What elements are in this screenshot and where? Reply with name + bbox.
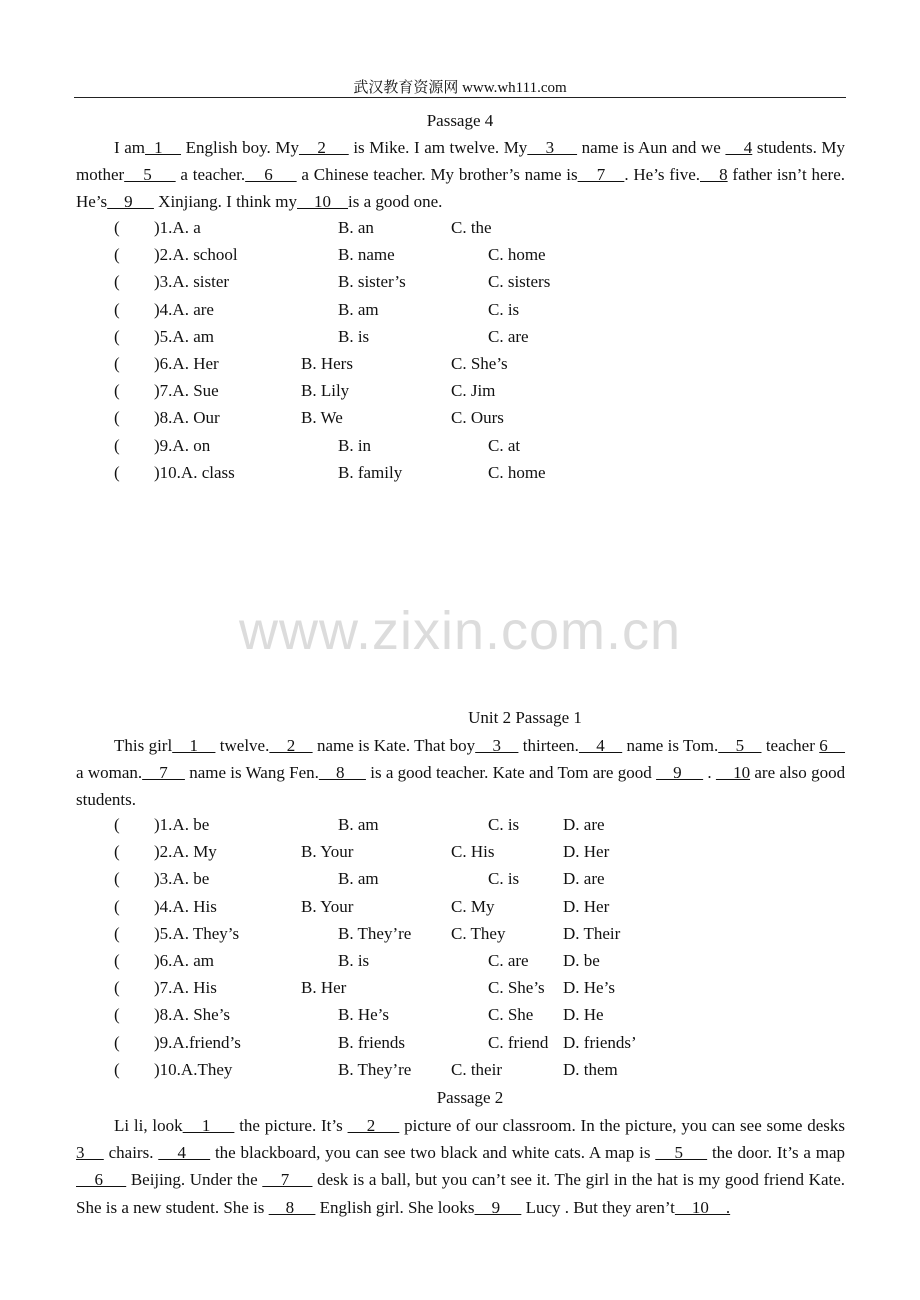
option-b: B. Hers: [301, 354, 353, 373]
answer-blank: 9: [474, 1197, 522, 1217]
passage-segment: . He’s five.: [624, 165, 700, 185]
option-a: )2.A. My: [154, 842, 217, 862]
passage-segment: a Chinese teacher. My brother’s name is: [296, 165, 578, 185]
option-d: D. Their: [563, 923, 621, 943]
answer-blank: 5: [124, 165, 176, 185]
passage-segment: I am: [114, 138, 146, 157]
option-d: D. are: [563, 869, 605, 889]
option-c: C. She’s: [451, 354, 508, 373]
option-b: B. Lily: [301, 381, 350, 401]
passage-segment: the blackboard, you can see two black and white cats. A map is: [210, 1143, 656, 1163]
option-a: )8.A. She’s: [154, 1005, 231, 1025]
option-b: B. Your: [301, 896, 354, 916]
passage-segment: English girl. She looks: [315, 1197, 475, 1217]
option-b: B. family: [338, 462, 403, 482]
option-a: )5.A. They’s: [154, 923, 240, 943]
option-a: )10.A.They: [154, 1059, 233, 1079]
answer-blank: 8: [700, 165, 728, 185]
header-rule: [74, 97, 846, 98]
passage-text: [76, 732, 845, 814]
option-c: C. Ours: [451, 408, 504, 428]
paren: (: [114, 381, 120, 401]
option-c: C. the: [451, 218, 492, 237]
answer-blank: 5: [718, 736, 762, 755]
passage-segment: father isn’t here. He’s: [76, 165, 846, 212]
answer-blank: 3: [527, 138, 578, 157]
passage-segment: Beijing. Under the: [126, 1170, 263, 1190]
option-b: B. They’re: [338, 1059, 412, 1079]
option-c: C. Jim: [451, 381, 496, 401]
passage-segment: students. My mother: [76, 138, 846, 185]
option-c: C. is: [488, 299, 520, 319]
answer-blank: 8: [318, 763, 366, 783]
paren: (: [114, 869, 120, 889]
paren: (: [114, 272, 120, 292]
option-b: B. am: [338, 299, 379, 319]
section-title: Unit 2 Passage 1: [468, 708, 582, 727]
option-d: D. Her: [563, 896, 610, 916]
option-c: C. is: [488, 815, 520, 834]
paren: (: [114, 408, 120, 428]
answer-blank: 9: [656, 763, 704, 783]
option-a: )2.A. school: [154, 245, 238, 265]
option-b: B. They’re: [338, 923, 412, 943]
passage-segment: a woman.: [76, 763, 143, 783]
passage-segment: picture of our classroom. In the picture, you can see some desks: [399, 1116, 846, 1135]
answer-blank: 7: [262, 1170, 313, 1190]
page-header: 武汉教育资源网 www.wh111.com: [353, 80, 567, 96]
passage-segment: teacher: [761, 736, 820, 755]
option-b: B. Her: [301, 978, 347, 998]
paren: (: [114, 951, 120, 970]
passage-segment: chairs.: [103, 1143, 159, 1163]
answer-blank: 6: [819, 736, 846, 755]
option-a: )7.A. Sue: [154, 381, 219, 401]
option-b: B. am: [338, 815, 379, 834]
option-b: B. name: [338, 245, 395, 265]
option-c: C. His: [451, 842, 495, 862]
option-c: C. their: [451, 1059, 502, 1079]
option-a: )9.A.friend’s: [154, 1032, 241, 1052]
paren: (: [114, 923, 120, 943]
paren: (: [114, 326, 120, 346]
option-d: D. be: [563, 951, 600, 970]
option-b: B. in: [338, 435, 372, 455]
passage-segment: the door. It’s a map: [707, 1143, 846, 1163]
option-b: B. friends: [338, 1032, 406, 1052]
passage-segment: Li li, look: [114, 1116, 183, 1135]
option-a: )1.A. a: [154, 218, 201, 237]
answer-blank: 6: [76, 1170, 127, 1190]
answer-blank: 10: [297, 192, 348, 212]
answer-blank: 3: [76, 1143, 104, 1163]
watermark: www.zixin.com.cn: [238, 601, 682, 661]
paren: (: [114, 1005, 120, 1025]
answer-blank: 2: [298, 138, 349, 157]
option-a: )3.A. be: [154, 869, 210, 889]
option-a: )4.A. are: [154, 299, 214, 319]
option-a: )9.A. on: [154, 435, 211, 455]
paren: (: [114, 435, 120, 455]
option-c: C. are: [488, 951, 529, 970]
option-a: )7.A. His: [154, 978, 217, 998]
paren: (: [114, 1032, 120, 1052]
option-b: B. We: [301, 408, 343, 428]
answer-blank: 10 .: [674, 1197, 731, 1217]
answer-blank: 2: [347, 1116, 400, 1135]
paren: (: [114, 218, 120, 237]
option-d: D. He: [563, 1005, 604, 1025]
passage-segment: thirteen.: [518, 736, 579, 755]
answer-blank: 4: [578, 736, 623, 755]
answer-blank: 7: [142, 763, 185, 783]
paren: (: [114, 245, 120, 265]
answer-blank: 6: [245, 165, 297, 185]
passage-segment: are also good students.: [76, 763, 846, 810]
passage-segment: name is Kate. That boy: [312, 736, 476, 755]
paren: (: [114, 354, 120, 373]
passage-text: [76, 134, 845, 216]
paren: (: [114, 842, 120, 862]
option-c: C. are: [488, 326, 529, 346]
option-b: B. He’s: [338, 1005, 389, 1025]
option-c: C. They: [451, 923, 506, 943]
passage-segment: is a good teacher. Kate and Tom are good: [365, 763, 657, 783]
option-a: )3.A. sister: [154, 272, 230, 292]
paren: (: [114, 1059, 120, 1079]
option-a: )4.A. His: [154, 896, 217, 916]
option-a: )5.A. am: [154, 326, 214, 346]
answer-blank: 5: [655, 1143, 708, 1163]
option-c: C. She: [488, 1005, 534, 1025]
option-a: )6.A. am: [154, 951, 214, 970]
option-d: D. them: [563, 1059, 618, 1079]
option-b: B. sister’s: [338, 272, 406, 292]
answer-blank: 1: [182, 1116, 235, 1135]
option-c: C. She’s: [488, 978, 545, 998]
option-a: )1.A. be: [154, 815, 210, 834]
option-b: B. is: [338, 326, 370, 346]
option-c: C. friend: [488, 1032, 549, 1052]
answer-blank: 7: [577, 165, 625, 185]
passage-segment: .: [703, 763, 716, 783]
passage-segment: a teacher.: [175, 165, 246, 185]
option-c: C. at: [488, 435, 521, 455]
option-b: B. am: [338, 869, 379, 889]
paren: (: [114, 815, 120, 834]
answer-blank: 2: [269, 736, 313, 755]
option-c: C. home: [488, 245, 546, 265]
passage-segment: Xinjiang. I think my: [153, 192, 297, 212]
passage-segment: the picture. It’s: [234, 1116, 348, 1135]
passage-segment: desk is a ball, but you can’t see it. The girl in the hat is my good friend Kate. She is a new student. She is: [76, 1170, 846, 1217]
section-title: Passage 4: [426, 111, 494, 130]
option-c: C. home: [488, 462, 546, 482]
passage-segment: name is Wang Fen.: [184, 763, 319, 783]
passage-segment: is a good one.: [348, 192, 443, 212]
option-b: B. is: [338, 951, 370, 970]
answer-blank: 4: [158, 1143, 211, 1163]
paren: (: [114, 299, 120, 319]
option-b: B. an: [338, 218, 374, 237]
answer-blank: 3: [475, 736, 519, 755]
passage-segment: name is Aun and we: [577, 138, 726, 157]
option-d: D. He’s: [563, 978, 615, 998]
answer-blank: 1: [145, 138, 182, 157]
passage-segment: twelve.: [215, 736, 270, 755]
option-c: C. sisters: [488, 272, 551, 292]
answer-blank: 10: [715, 763, 751, 783]
passage-segment: This girl: [114, 736, 173, 755]
option-d: D. friends’: [563, 1032, 637, 1052]
option-a: )8.A. Our: [154, 408, 220, 428]
paren: (: [114, 978, 120, 998]
passage-text: [76, 1112, 845, 1221]
option-d: D. are: [563, 815, 605, 834]
option-a: )10.A. class: [154, 462, 235, 482]
answer-blank: 1: [172, 736, 216, 755]
option-c: C. My: [451, 896, 495, 916]
passage-segment: English boy. My: [181, 138, 299, 157]
option-a: )6.A. Her: [154, 354, 219, 373]
paren: (: [114, 896, 120, 916]
section-title: Passage 2: [436, 1088, 504, 1107]
passage-segment: is Mike. I am twelve. My: [348, 138, 528, 157]
passage-segment: name is Tom.: [622, 736, 719, 755]
option-b: B. Your: [301, 842, 354, 862]
answer-blank: 4: [725, 138, 753, 157]
answer-blank: 8: [268, 1197, 316, 1217]
answer-blank: 9: [107, 192, 154, 212]
passage-segment: Lucy . But they aren’t: [521, 1197, 675, 1217]
option-c: C. is: [488, 869, 520, 889]
paren: (: [114, 462, 120, 482]
option-d: D. Her: [563, 842, 610, 862]
